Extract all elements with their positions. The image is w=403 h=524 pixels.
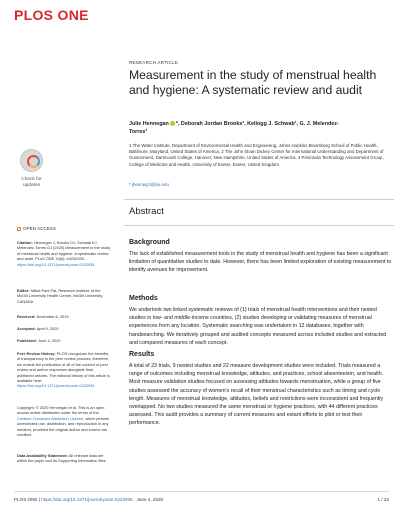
- divider: [124, 225, 394, 226]
- check-for-updates-badge[interactable]: [17, 149, 46, 195]
- results-text: A total of 23 trials, 9 nested studies and 22 measure development studies were included. Trials measured a range of outcomes including menstrual knowledge, attitudes, and practices, school absenteeism, and health. Most measure validation studies focused on assessing attitudes towards menstruation, while a group of five studies assessed the accuracy of women's recall of their menstrual characteristics such as timing and cycle length. Measures of menstrual knowledge, attitudes, beliefs and restrictions were inconsistent and frequently overlapped. No two studies measured the same menstrual or hygiene practices, with 44 different practices assessed. This audit provides a summary of current measures and extant efforts to pilot or test their performance.: [129, 363, 384, 427]
- crossmark-icon: [20, 149, 43, 172]
- results-heading: Results: [129, 351, 155, 358]
- peer-review-history: Peer Review History: PLOS recognizes the benefits of transparency in the peer review process; therefore, we enable the publication of all of the content of peer review and author responses alongside final, published articles. The editorial history of this article is available here: https://doi.org/10.1371/journal.pone.0232935: [17, 351, 110, 389]
- peer-review-link[interactable]: https://doi.org/10.1371/journal.pone.0232935: [17, 383, 95, 389]
- abstract-heading: Abstract: [129, 206, 164, 217]
- page-number: 1 / 32: [377, 497, 389, 502]
- footer-journal: PLOS ONE |: [14, 497, 40, 502]
- journal-logo[interactable]: PLOS ONE: [14, 7, 89, 23]
- article-type: RESEARCH ARTICLE: [129, 60, 179, 65]
- methods-heading: Methods: [129, 295, 158, 302]
- footer-divider: [14, 491, 389, 492]
- copyright: Copyright: © 2020 Hennegan et al. This is an open access article distributed under the terms of the Creative Commons Attribution License, which permits unrestricted use, distribution, and reproduction in any medium, provided the original author and source are credited.: [17, 405, 110, 438]
- author-list: [129, 121, 394, 136]
- open-access-icon: [17, 227, 21, 231]
- background-text: The lack of established measurement tools in the study of menstrual health and hygiene has been a significant limitation of quantitative studies to date. However, there has been limited exploration of existing measurement to identify avenues for improvement.: [129, 251, 392, 274]
- footer-date: June 4, 2020: [136, 497, 164, 502]
- background-heading: Background: [129, 239, 170, 246]
- author-last: Torres³: [129, 128, 148, 135]
- badge-label: Check for updates: [21, 177, 42, 188]
- open-access-label: OPEN ACCESS: [17, 226, 56, 231]
- citation: Citation: Hennegan J, Brooks DJ, Schwab KJ, Melendez-Torres GJ (2020) Measurement in the study of menstrual health and hygiene: A systematic review and audit. PLoS ONE 15(6): e0232935. https://doi.org/10.1371/journal.pone.0232935: [17, 240, 111, 267]
- data-availability: Data Availability Statement: All relevant data are within the paper and its Supporting Information files.: [17, 453, 107, 464]
- email-link[interactable]: jhenneg1@jhu.edu: [131, 182, 169, 187]
- footer-doi-link[interactable]: https://doi.org/10.1371/journal.pone.0232935: [41, 497, 133, 502]
- divider: [124, 199, 394, 200]
- email-mark: *: [129, 182, 131, 187]
- author-rest: *, Deborah Jordan Brooks², Kellogg J. Schwab¹, G. J. Melendez-: [175, 121, 339, 127]
- orcid-icon[interactable]: [170, 121, 175, 126]
- received-date: Received: November 6, 2019: [17, 314, 69, 319]
- author-first[interactable]: Julie Hennegan: [129, 121, 169, 127]
- page-footer: [14, 497, 389, 502]
- editor: Editor: Nitika Pant Pai, Research Institute of the McGill University Health Centre, McGill University, CANADA: [17, 288, 103, 304]
- accepted-date: Accepted: April 9, 2020: [17, 326, 59, 331]
- published-date: Published: June 4, 2020: [17, 338, 61, 343]
- article-title: Measurement in the study of menstrual health and hygiene: A systematic review and audit: [129, 68, 377, 97]
- citation-link[interactable]: https://doi.org/10.1371/journal.pone.0232935: [17, 261, 95, 267]
- corresponding-email: [129, 182, 169, 187]
- methods-text: We undertook two linked systematic reviews of (1) trials of menstrual health interventions and their nested studies in low- and middle-income countries, (2) studies developing or validating measures of menstrual experiences from any location. Systematic searching was undertaken in 12 databases, together with handsearching. We iteratively grouped and audited concepts measured across included studies and extracted and compared measures of each concept.: [129, 307, 387, 346]
- affiliations: 1 The Water Institute, Department of Environmental Health and Engineering, Johns Hopkins Bloomberg School of Public Health, Baltimore, Maryland, United States of America, 2 The John Sloan Dickey Center for International Understanding and Department of Government, Dartmouth College, Hanover, New Hampshire, United States of America, 3 Peninsula Technology Assessment Group, College of Medicine and Health, University of Exeter, Exeter, United Kingdom: [129, 143, 384, 167]
- license-link[interactable]: Creative Commons Attribution License: [17, 415, 84, 421]
